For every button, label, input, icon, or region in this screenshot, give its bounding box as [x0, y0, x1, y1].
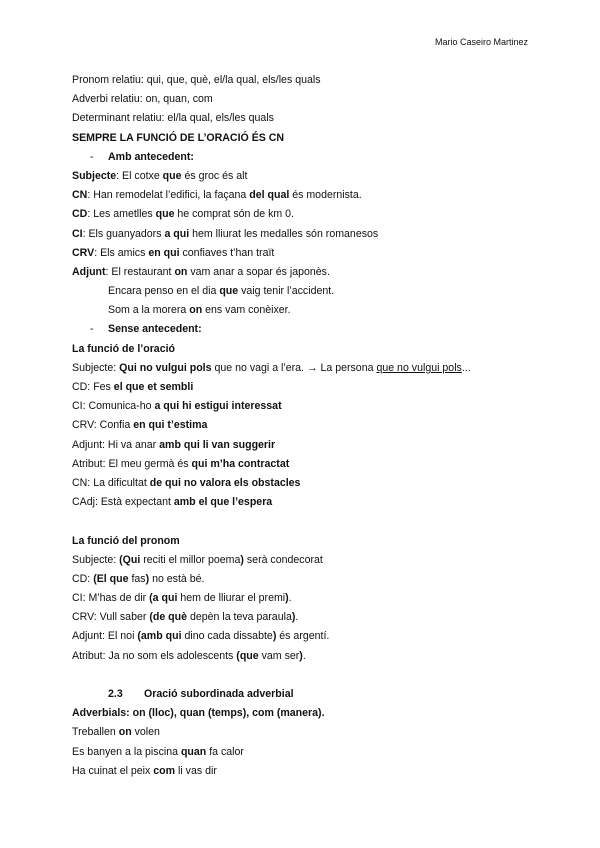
example-line: CRV: Vull saber (de què depèn la teva paraula).: [72, 611, 299, 624]
clause: Qui no vulgui pols: [119, 361, 212, 374]
relative-word: en qui: [148, 246, 180, 259]
example-line: Encara penso en el dia que vaig tenir l’accident.: [108, 285, 335, 298]
text-line: Pronom relatiu: qui, que, què, el/la qual, els/les quals: [72, 74, 321, 86]
example-line: Adjunt: El restaurant on vam anar a sopar és japonès.: [72, 265, 330, 278]
section-title: 2.3 Oració subordinada adverbial: [72, 685, 542, 704]
function-label: CN: [72, 189, 88, 202]
bullet-label: Amb antecedent:: [108, 150, 194, 163]
section-heading: SEMPRE LA FUNCIÓ DE L’ORACIÓ ÉS CN: [72, 131, 285, 144]
clause: amb qui li van suggerir: [159, 438, 276, 451]
example-line: CN: La dificultat de qui no valora els obstacles: [72, 476, 301, 489]
example-line: Ha cuinat el peix com li vas dir: [72, 764, 217, 777]
bullet-item: [72, 148, 542, 167]
bullet-dash: -: [90, 323, 94, 336]
relative-word: a qui: [164, 227, 190, 240]
example-line: CRV: Els amics en qui confiaves t’han traït: [72, 246, 275, 259]
example-line: CI: Comunica-ho a qui hi estigui interessat: [72, 400, 282, 413]
text-line: Adverbi relatiu: on, quan, com: [72, 93, 213, 106]
example-line: CAdj: Està expectant amb el que l’espera: [72, 496, 273, 509]
example-line: Es banyen a la piscina quan fa calor: [72, 745, 244, 758]
pronoun: (a qui: [149, 592, 178, 605]
clause: a qui hi estigui interessat: [154, 400, 282, 413]
clause: de qui no valora els obstacles: [149, 476, 301, 489]
example-line: Atribut: Ja no som els adolescents (que vam ser).: [72, 649, 306, 662]
example-line: CRV: Confia en qui t’estima: [72, 419, 208, 432]
adverb: on: [118, 726, 132, 739]
clause: en qui t’estima: [133, 419, 208, 432]
subsection-heading: La funció del pronom: [72, 534, 180, 547]
example-line: Adjunt: El noi (amb qui dino cada dissabte) és argentí.: [72, 630, 330, 643]
example-line: Treballen on volen: [72, 726, 160, 739]
underlined-clause: que no vulgui pols: [376, 361, 462, 374]
relative-word: que: [162, 169, 182, 182]
function-label: Subjecte: [72, 169, 117, 182]
clause: el que et sembli: [113, 381, 194, 393]
section-number: 2.3: [108, 688, 123, 700]
clause: amb el que l’espera: [173, 496, 273, 509]
subsection-heading: La funció de l’oració: [72, 342, 176, 355]
example-line: Subjecte: El cotxe que és groc és alt: [72, 169, 248, 182]
pronoun: (Qui: [119, 553, 141, 566]
adverb: quan: [180, 745, 207, 758]
spacer: [72, 666, 542, 685]
pronoun: (amb qui: [137, 630, 182, 643]
bullet-item: [72, 320, 542, 339]
author-name: Mario Caseiro Martinez: [434, 37, 528, 47]
adverb: com: [153, 764, 176, 777]
example-line: CI: M’has de dir (a qui hem de lliurar el premi).: [72, 592, 292, 605]
example-line: Subjecte: (Qui reciti el millor poema) serà condecorat: [72, 553, 323, 566]
bullet-label: Sense antecedent:: [108, 323, 202, 336]
clause: qui m’ha contractat: [191, 457, 290, 470]
relative-word: on: [189, 304, 203, 317]
example-line: Atribut: El meu germà és qui m’ha contractat: [72, 457, 290, 470]
example-line: CD: Les ametlles que he comprat són de km 0.: [72, 208, 295, 221]
pronoun: (El que: [93, 572, 129, 585]
spacer: [72, 512, 542, 531]
relative-word: on: [174, 265, 188, 278]
pronoun: (que: [236, 649, 259, 662]
function-label: Adjunt: [72, 265, 106, 278]
example-line: CD: Fes el que et sembli: [72, 381, 194, 393]
example-line: CI: Els guanyadors a qui hem lliurat les medalles són romanesos: [72, 227, 379, 240]
function-label: CD: [72, 208, 88, 221]
function-label: CI: [72, 227, 83, 240]
text-line: Determinant relatiu: el/la qual, els/les quals: [72, 112, 274, 125]
pronoun: (de què: [149, 611, 187, 624]
example-line: Subjecte: Qui no vulgui pols que no vagi a l’era. → La persona que no vulgui pols...: [72, 361, 471, 374]
example-line: CN: Han remodelat l’edifici, la façana del qual és modernista.: [72, 189, 362, 202]
document-body: [72, 71, 542, 781]
adverbials-line: Adverbials: on (lloc), quan (temps), com (manera).: [72, 707, 325, 720]
example-line: CD: (El que fas) no està bé.: [72, 572, 205, 585]
relative-word: que: [155, 208, 175, 221]
example-line: Adjunt: Hi va anar amb qui li van suggerir: [72, 438, 276, 451]
relative-word: del qual: [249, 189, 290, 202]
function-label: CRV: [72, 246, 95, 259]
example-line: Som a la morera on ens vam conèixer.: [108, 304, 291, 317]
relative-word: que: [219, 285, 239, 298]
bullet-dash: -: [90, 150, 94, 163]
